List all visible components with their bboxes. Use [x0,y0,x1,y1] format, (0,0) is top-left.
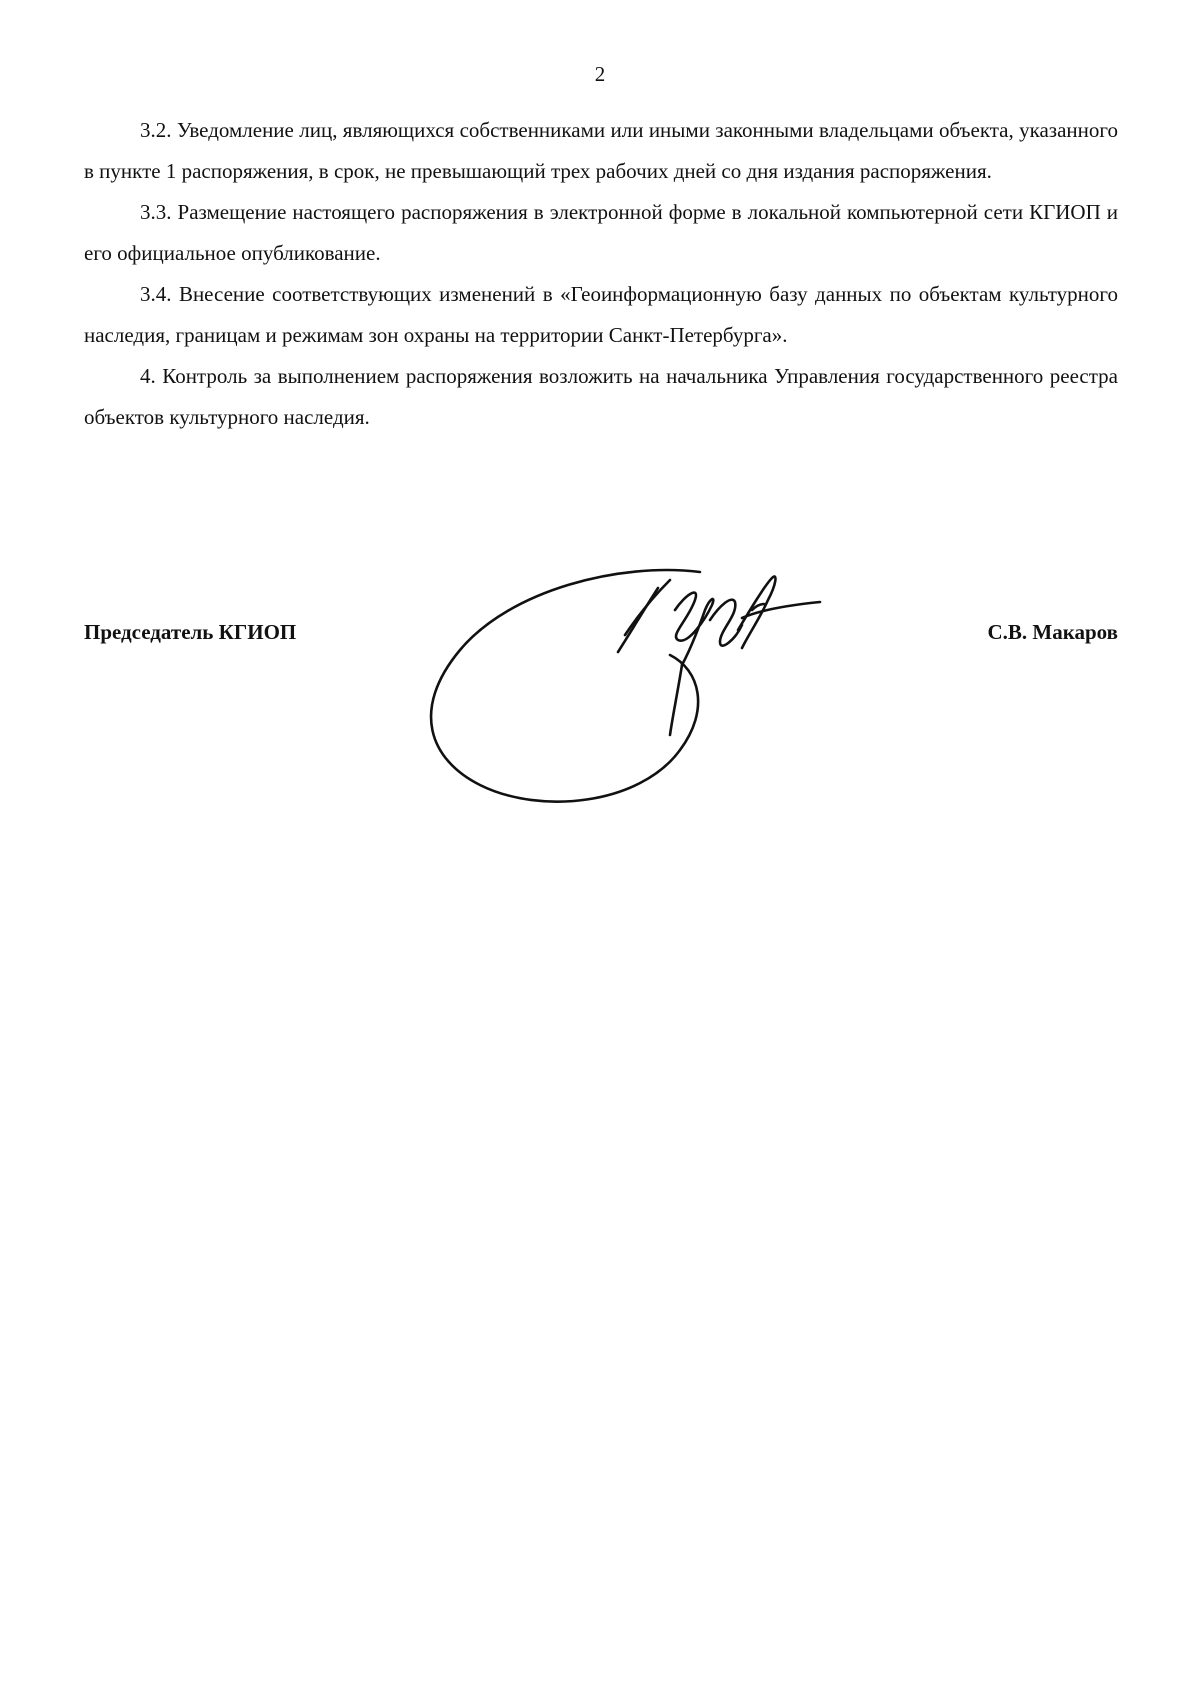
signatory-name: С.В. Макаров [987,620,1118,644]
paragraph-3-2: 3.2. Уведомление лиц, являющихся собственниками или иными законными владельцами объекта, указанного в пункте 1 распоряжения, в срок, не превышающий трех рабочих дней со дня издания распоряжения. [84,118,1118,183]
paragraph-3-4: 3.4. Внесение соответствующих изменений в «Геоинформационную базу данных по объектам культурного наследия, границам и режимам зон охраны на территории Санкт-Петербурга». [84,282,1118,347]
paragraph-3-3: 3.3. Размещение настоящего распоряжения в электронной форме в локальной компьютерной сети КГИОП и его официальное опубликование. [84,200,1118,265]
page-number: 2 [594,62,606,86]
paragraph-4: 4. Контроль за выполнением распоряжения возложить на начальника Управления государственного реестра объектов культурного наследия. [84,364,1118,429]
handwritten-signature [420,560,900,820]
document-body [84,110,1118,438]
signatory-title: Председатель КГИОП [84,620,297,644]
